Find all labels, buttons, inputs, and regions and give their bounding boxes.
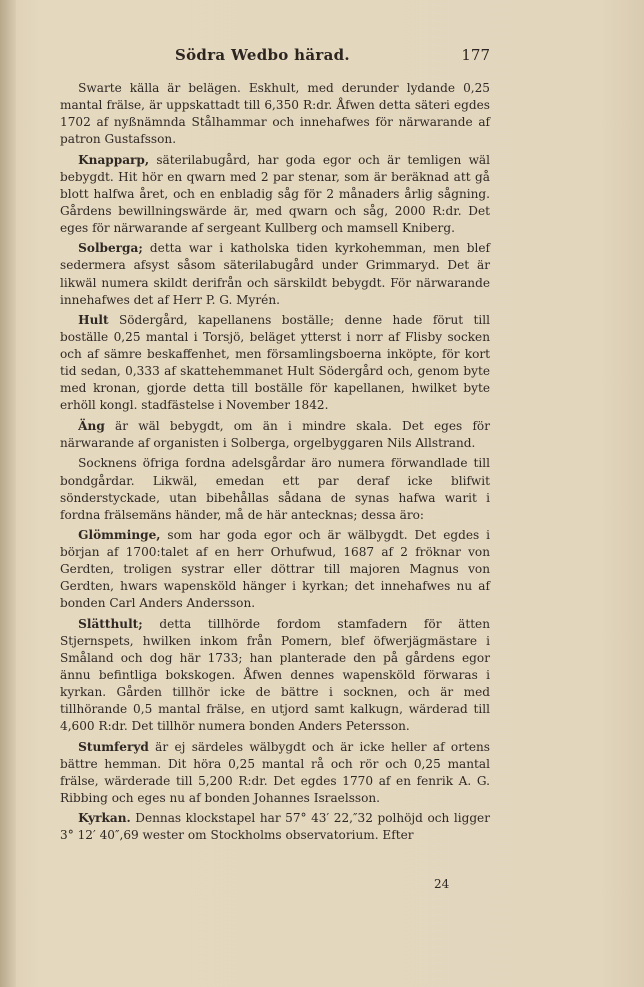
paragraph-intro [60,80,490,148]
entry-name: Solberga; [78,241,143,256]
entry-name: Kyrkan. [78,811,131,826]
paragraph-text: detta war i katholska tiden kyrkohemman, men blef sedermera afsyst såsom säterilabugård under Grimmaryd. Det är likwäl numera skildt derifrån och särskildt bebygdt. För närwarande innehafwes det af Herr P. G. Myrén. [60,241,490,307]
entry-name: Knapparp, [78,152,150,167]
paragraph-text: Socknens öfriga fordna adelsgårdar äro numera förwandlade till bondgårdar. Likwäl, emedan ett par deraf icke blifwit sönderstyckade, utan bibehållas sådana de synas hafwa warit i fordna frälsemäns händer, må de här antecknas; dessa äro: [60,456,490,522]
paragraph-ang [60,418,490,452]
paragraph-slatthult [60,616,490,735]
signature-mark: 24 [434,877,450,891]
paragraph-text: Södergård, kapellanens boställe; denne hade förut till boställe 0,25 mantal i Torsjö, beläget ytterst i norr af Flisby socken och af sämre beskaffenhet, men församlingsboerna inköpte, för kort tid sedan, 0,333 af skattehemmanet Hult Södergård och, genom byte med kronan, gjorde detta till boställe för kapellanen, hwilket byte erhöll kongl. stadfästelse i November 1842. [60,313,490,413]
paragraph-glomminge [60,527,490,612]
paragraph-text: detta tillhörde fordom stamfadern för ätten Stjernspets, hwilken inkom från Pomern, blef öfwerjägmästare i Småland och dog här 1733; han planterade den på gårdens egor ännu befintliga bokskogen. Åfwen dennes wapensköld förwaras i kyrkan. Gården tillhör icke de bättre i socknen, och är med tillhörande 0,5 mantal frälse, en utjord samt kalkugn, wärderad till 4,600 R:dr. Det tillhör numera bonden Anders Petersson. [60,616,490,734]
page-gutter [0,0,16,987]
entry-name: Hult [78,313,109,328]
paragraph-socknens [60,455,490,523]
entry-name: Slätthult; [78,616,143,631]
paragraph-text: Swarte källa är belägen. Eskhult, med derunder lydande 0,25 mantal frälse, är uppskattadt till 6,350 R:dr. Åfwen detta säteri egdes 1702 af nyßnämnda Stålhammar och innehafwes för närwarande af patron Gustafsson. [60,81,490,147]
running-head: Södra Wedbo härad. [175,46,350,64]
body-text [60,80,490,848]
paragraph-knapparp [60,152,490,237]
paragraph-text: som har goda egor och är wälbygdt. Det egdes i början af 1700:talet af en herr Orhufwud, 1687 af 2 fröknar von Gerdten, troligen systrar eller döttrar till majoren Magnus von Gerdten, hwars wapensköld hänger i kyrkan; det innehafwes nu af bonden Carl Anders Andersson. [60,528,490,611]
paragraph-hult [60,312,490,414]
paragraph-text: är ej särdeles wälbygdt och är icke heller af ortens bättre hemman. Dit höra 0,25 mantal rå och rör och 0,25 mantal frälse, wärderade till 5,200 R:dr. Det egdes 1770 af en fenrik A. G. Ribbing och eges nu af bonden Johannes Israelsson. [60,739,490,805]
entry-name: Glömminge, [78,528,161,543]
entry-name: Äng [78,418,105,433]
paragraph-solberga [60,240,490,308]
page-number: 177 [461,46,490,64]
paragraph-text: säterilabugård, har goda egor och är temligen wäl bebygdt. Hit hör en qwarn med 2 par stenar, som är beräknad att gå blott halfwa året, och en enbladig såg för 2 månaders årlig sågning. Gårdens bewillningswärde är, med qwarn och såg, 2000 R:dr. Det eges för närwarande af sergeant Kullberg och mamsell Kniberg. [60,152,490,235]
entry-name: Stumferyd [78,739,149,754]
paragraph-kyrkan [60,810,490,844]
paragraph-stumferyd [60,739,490,807]
paragraph-text: Dennas klockstapel har 57° 43′ 22,″32 polhöjd och ligger 3° 12′ 40″,69 wester om Stockholms observatorium. Efter [60,811,490,843]
paragraph-text: är wäl bebygdt, om än i mindre skala. Det eges för närwarande af organisten i Solberga, orgelbyggaren Nils Allstrand. [60,418,490,450]
page-header [60,46,490,70]
